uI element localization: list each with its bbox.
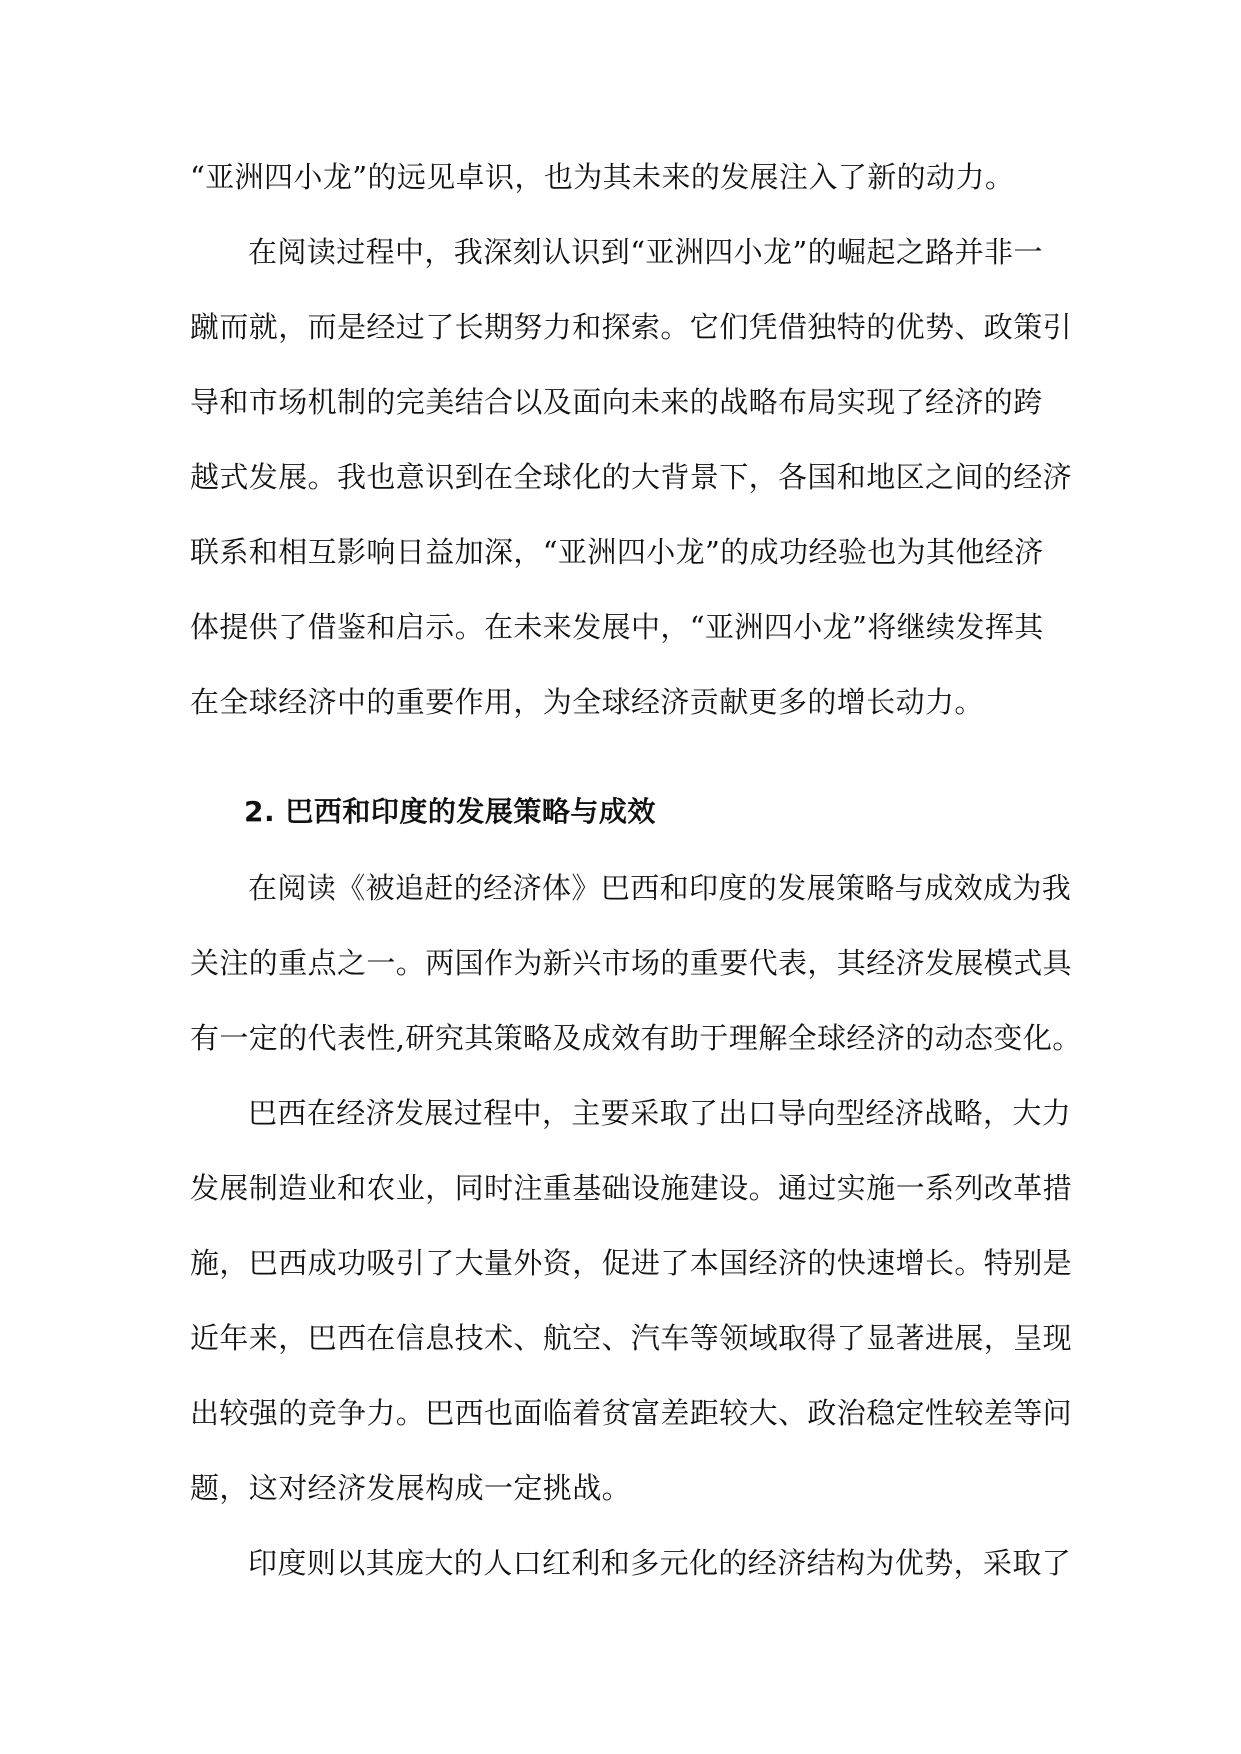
paragraph-line: 发展制造业和农业，同时注重基础设施建设。通过实施一系列改革措	[190, 1171, 1073, 1205]
paragraph-line: 印度则以其庞大的人口红利和多元化的经济结构为优势，采取了	[248, 1546, 1072, 1580]
paragraph-line: 施，巴西成功吸引了大量外资，促进了本国经济的快速增长。特别是	[190, 1246, 1073, 1280]
paragraph-line: 联系和相互影响日益加深，“亚洲四小龙”的成功经验也为其他经济	[190, 535, 1044, 569]
paragraph-line: “亚洲四小龙”的远见卓识，也为其未来的发展注入了新的动力。	[190, 160, 1015, 194]
paragraph-line: 出较强的竞争力。巴西也面临着贫富差距较大、政治稳定性较差等问	[190, 1396, 1073, 1430]
paragraph-line: 题，这对经济发展构成一定挑战。	[190, 1471, 632, 1505]
paragraph-line: 有一定的代表性,研究其策略及成效有助于理解全球经济的动态变化。	[190, 1021, 1082, 1055]
paragraph-line: 蹴而就，而是经过了长期努力和探索。它们凭借独特的优势、政策引	[190, 310, 1073, 344]
paragraph-line: 在全球经济中的重要作用，为全球经济贡献更多的增长动力。	[190, 685, 984, 719]
paragraph-line: 近年来，巴西在信息技术、航空、汽车等领域取得了显著进展，呈现	[190, 1321, 1073, 1355]
paragraph-line: 关注的重点之一。两国作为新兴市场的重要代表，其经济发展模式具	[190, 946, 1073, 980]
section-heading: 2. 巴西和印度的发展策略与成效	[244, 795, 656, 828]
paragraph-line: 巴西在经济发展过程中，主要采取了出口导向型经济战略，大力	[248, 1096, 1072, 1130]
paragraph-line: 在阅读过程中，我深刻认识到“亚洲四小龙”的崛起之路并非一	[248, 235, 1043, 269]
paragraph-line: 体提供了借鉴和启示。在未来发展中，“亚洲四小龙”将继续发挥其	[190, 610, 1044, 644]
paragraph-line: 导和市场机制的完美结合以及面向未来的战略布局实现了经济的跨	[190, 385, 1043, 419]
paragraph-line: 在阅读《被追赶的经济体》巴西和印度的发展策略与成效成为我	[248, 871, 1072, 905]
paragraph-line: 越式发展。我也意识到在全球化的大背景下，各国和地区之间的经济	[190, 460, 1073, 494]
